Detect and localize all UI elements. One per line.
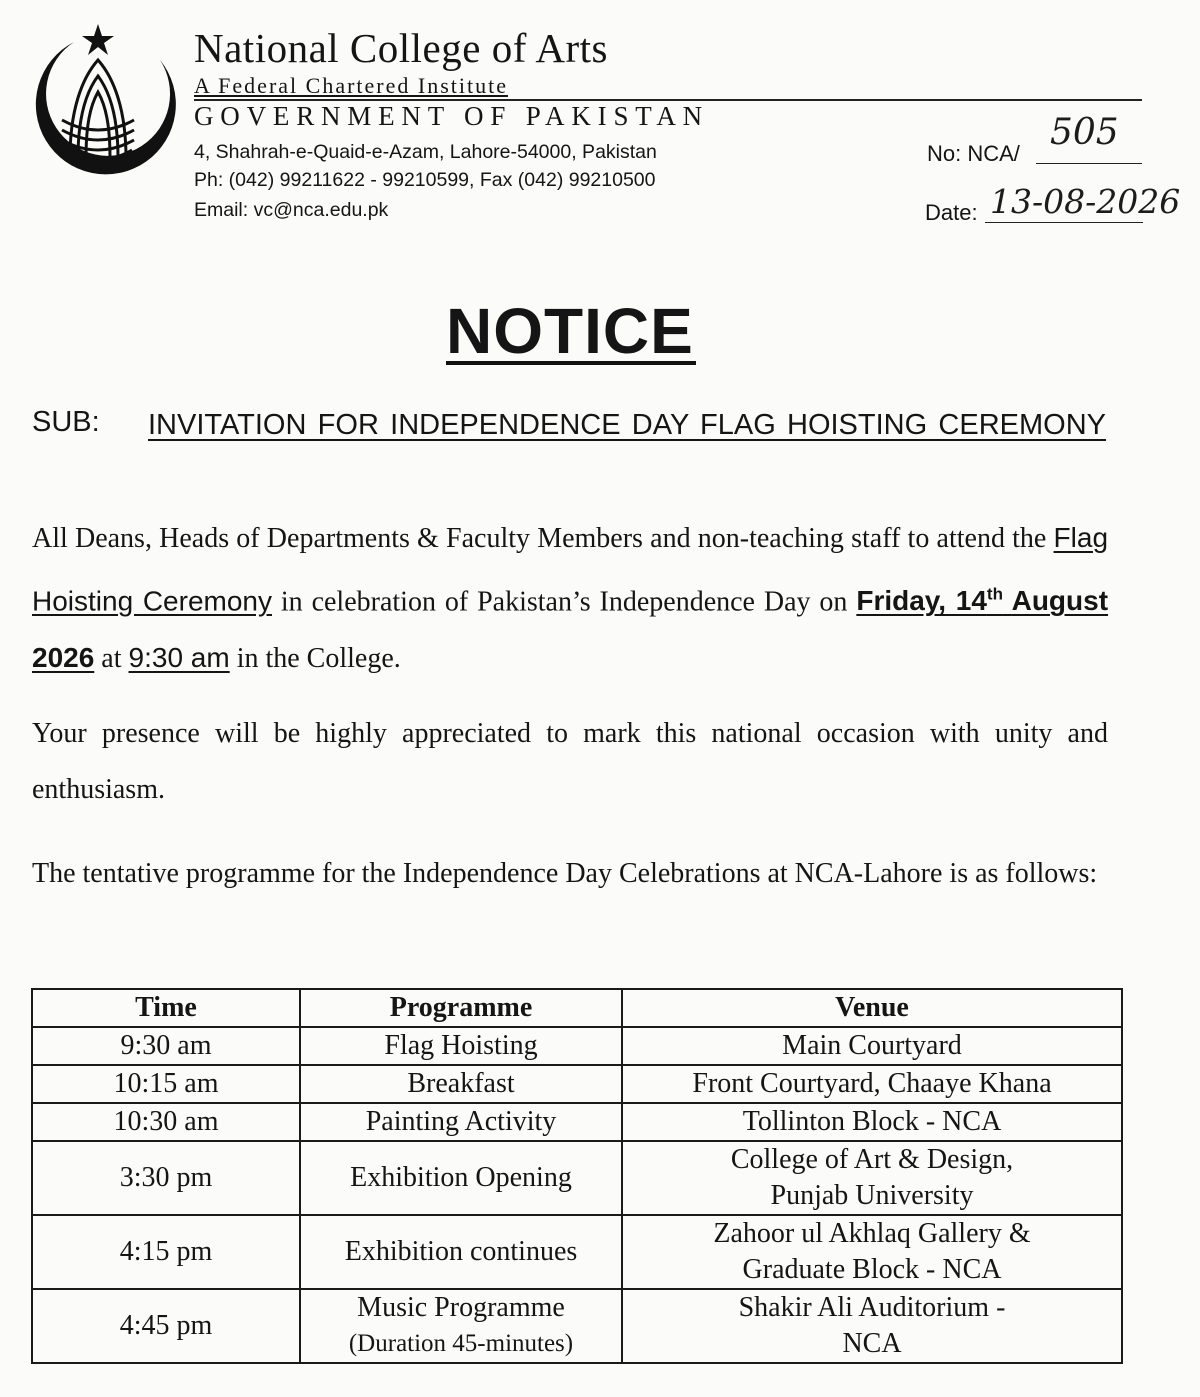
column-header-venue: Venue [622,989,1122,1027]
row-time: 10:15 am [32,1065,300,1103]
row-venue-line: Punjab University [770,1180,974,1211]
column-header-programme: Programme [300,989,622,1027]
row-venue-line: College of Art & Design, [730,1144,1014,1175]
table-row [32,1141,1122,1215]
row-programme [300,1289,622,1363]
institution-name: National College of Arts [194,25,608,71]
table-row [32,1103,1122,1141]
row-programme: Flag Hoisting [300,1027,622,1065]
row-venue: Main Courtyard [622,1027,1122,1065]
invitation-text-middle: in celebration of Pakistan’s Independence Day on [280,586,848,618]
table-row [32,1027,1122,1065]
reference-number-label: No: NCA/ [927,141,1020,166]
column-header-time: Time [32,989,300,1027]
date-label: Date: [925,200,978,225]
event-day: Friday, 14 [856,585,987,617]
institution-address: 4, Shahrah-e-Quaid-e-Azam, Lahore-54000, Pakistan [194,141,657,163]
row-venue [622,1289,1122,1363]
row-venue-line: Zahoor ul Akhlaq Gallery & [713,1218,1031,1249]
row-venue: Front Courtyard, Chaaye Khana [622,1065,1122,1103]
row-venue-line: NCA [842,1328,902,1359]
row-programme: Breakfast [300,1065,622,1103]
invitation-paragraph [32,510,1108,687]
row-programme-line: (Duration 45-minutes) [348,1330,574,1357]
row-programme: Exhibition Opening [300,1141,622,1215]
row-time: 4:15 pm [32,1215,300,1289]
table-header-row [32,989,1122,1027]
date-line [985,222,1143,223]
row-time: 3:30 pm [32,1141,300,1215]
row-venue: Tollinton Block - NCA [622,1103,1122,1141]
event-name: Flag Hoisting Ceremony [32,522,1109,617]
programme-intro-paragraph: The tentative programme for the Independence Day Celebrations at NCA-Lahore is as follows: [32,858,1098,889]
invitation-text-start: All Deans, Heads of Departments & Faculty Members and non-teaching staff to attend the [32,523,1047,554]
institution-email: Email: vc@nca.edu.pk [194,199,389,221]
table-row [32,1215,1122,1289]
notice-heading: NOTICE [446,295,694,367]
subject-text-content: INVITATION FOR INDEPENDENCE DAY FLAG HOISTING CEREMONY [148,409,1106,441]
row-programme: Exhibition continues [300,1215,622,1289]
row-time: 10:30 am [32,1103,300,1141]
programme-table [31,988,1123,1364]
event-day-suffix: th [986,585,1003,604]
reference-number-value: 505 [1050,112,1119,153]
table-row [32,1065,1122,1103]
row-time: 4:45 pm [32,1289,300,1363]
subject-text [148,406,1106,444]
table-row [32,1289,1122,1363]
date-value: 13-08-2026 [990,182,1181,221]
institution-subtitle: A Federal Chartered Institute [194,73,508,98]
event-time: 9:30 am [128,642,230,674]
row-programme: Painting Activity [300,1103,622,1141]
row-venue [622,1141,1122,1215]
row-time: 9:30 am [32,1027,300,1065]
row-programme-line: Music Programme [357,1292,565,1323]
appreciation-paragraph: Your presence will be highly appreciated to mark this national occasion with unity and enthusiasm. [32,718,1108,805]
government-line: GOVERNMENT OF PAKISTAN [194,101,709,131]
row-venue-line: Shakir Ali Auditorium - [738,1292,1006,1323]
row-venue-line: Graduate Block - NCA [742,1254,1002,1285]
institution-phone: Ph: (042) 99211622 - 99210599, Fax (042) 99210500 [194,169,656,191]
invitation-at: at [101,643,122,675]
reference-number-line [1036,163,1142,164]
nca-logo-icon [22,20,182,195]
notice-underline [446,361,696,365]
invitation-text-end: in the College. [236,643,401,675]
row-venue [622,1215,1122,1289]
subject-label: SUB: [32,406,100,438]
event-month: August 2026 [32,585,1109,674]
